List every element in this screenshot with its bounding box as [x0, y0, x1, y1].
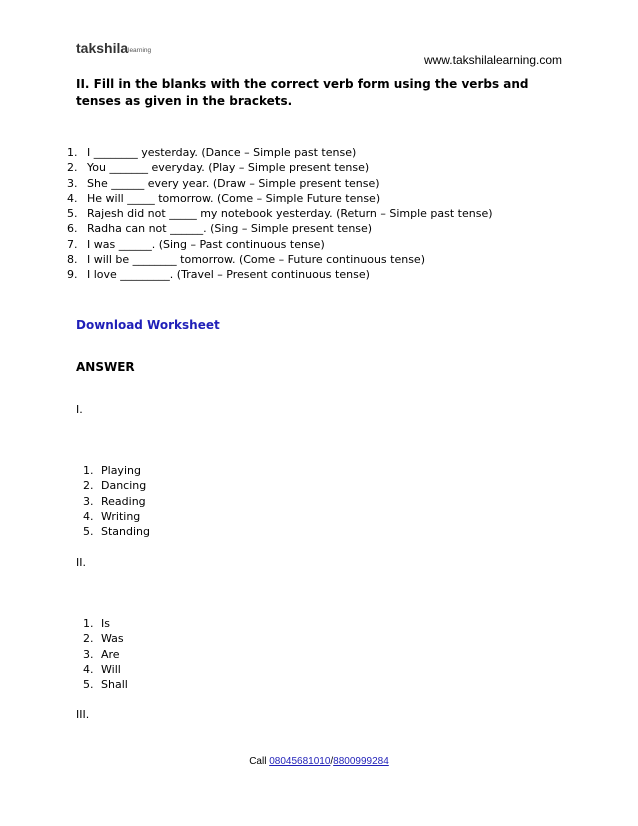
footer-contact [0, 756, 638, 767]
footer-separator: / [330, 756, 334, 767]
answer-item: 3. Are [83, 647, 120, 661]
answer-heading: ANSWER [76, 360, 135, 374]
question-item: 9. I love _________. (Travel – Present continuous tense) [67, 268, 370, 282]
question-item: 8. I will be ________ tomorrow. (Come – Future continuous tense) [67, 253, 425, 267]
question-item: 7. I was ______. (Sing – Past continuous tense) [67, 237, 325, 251]
answer-section-label: II. [76, 556, 86, 569]
question-item: 1. I ________ yesterday. (Dance – Simple past tense) [67, 146, 357, 159]
answer-item: 2. Dancing [83, 479, 147, 493]
answer-list [83, 463, 150, 539]
question-item: 2. You _______ everyday. (Play – Simple present tense) [67, 161, 370, 175]
footer-call-label: Call [249, 756, 267, 767]
footer-phone-link[interactable]: 8800999284 [333, 756, 389, 767]
answer-item: 2. Was [83, 632, 124, 646]
answer-item: 1. Is [83, 617, 110, 630]
answer-item: 1. Playing [83, 464, 141, 477]
answer-item: 3. Reading [83, 494, 146, 508]
answer-section-label: I. [76, 403, 83, 416]
question-list [67, 145, 493, 283]
header-website-url: www.takshilalearning.com [423, 53, 562, 67]
question-item: 5. Rajesh did not _____ my notebook yesterday. (Return – Simple past tense) [67, 207, 493, 221]
answer-item: 5. Standing [83, 525, 151, 539]
takshila-logo [76, 38, 166, 68]
question-item: 6. Radha can not ______. (Sing – Simple present tense) [67, 222, 373, 236]
section-heading: II. Fill in the blanks with the correct verb form using the verbs and tenses as given in the brackets. [76, 77, 529, 108]
logo-sub-wordmark: learning [128, 47, 152, 54]
question-item: 3. She ______ every year. (Draw – Simple present tense) [67, 176, 380, 190]
answer-item: 4. Writing [83, 509, 141, 523]
answer-list [83, 616, 128, 692]
question-item: 4. He will _____ tomorrow. (Come – Simple Future tense) [67, 191, 381, 205]
answer-item: 4. Will [83, 662, 121, 676]
footer-phone-link[interactable]: 08045681010 [269, 756, 331, 767]
download-worksheet-link[interactable]: Download Worksheet [76, 318, 220, 332]
logo-wordmark: takshila [76, 40, 129, 56]
answer-item: 5. Shall [83, 678, 128, 692]
answer-section-label: III. [76, 708, 90, 721]
